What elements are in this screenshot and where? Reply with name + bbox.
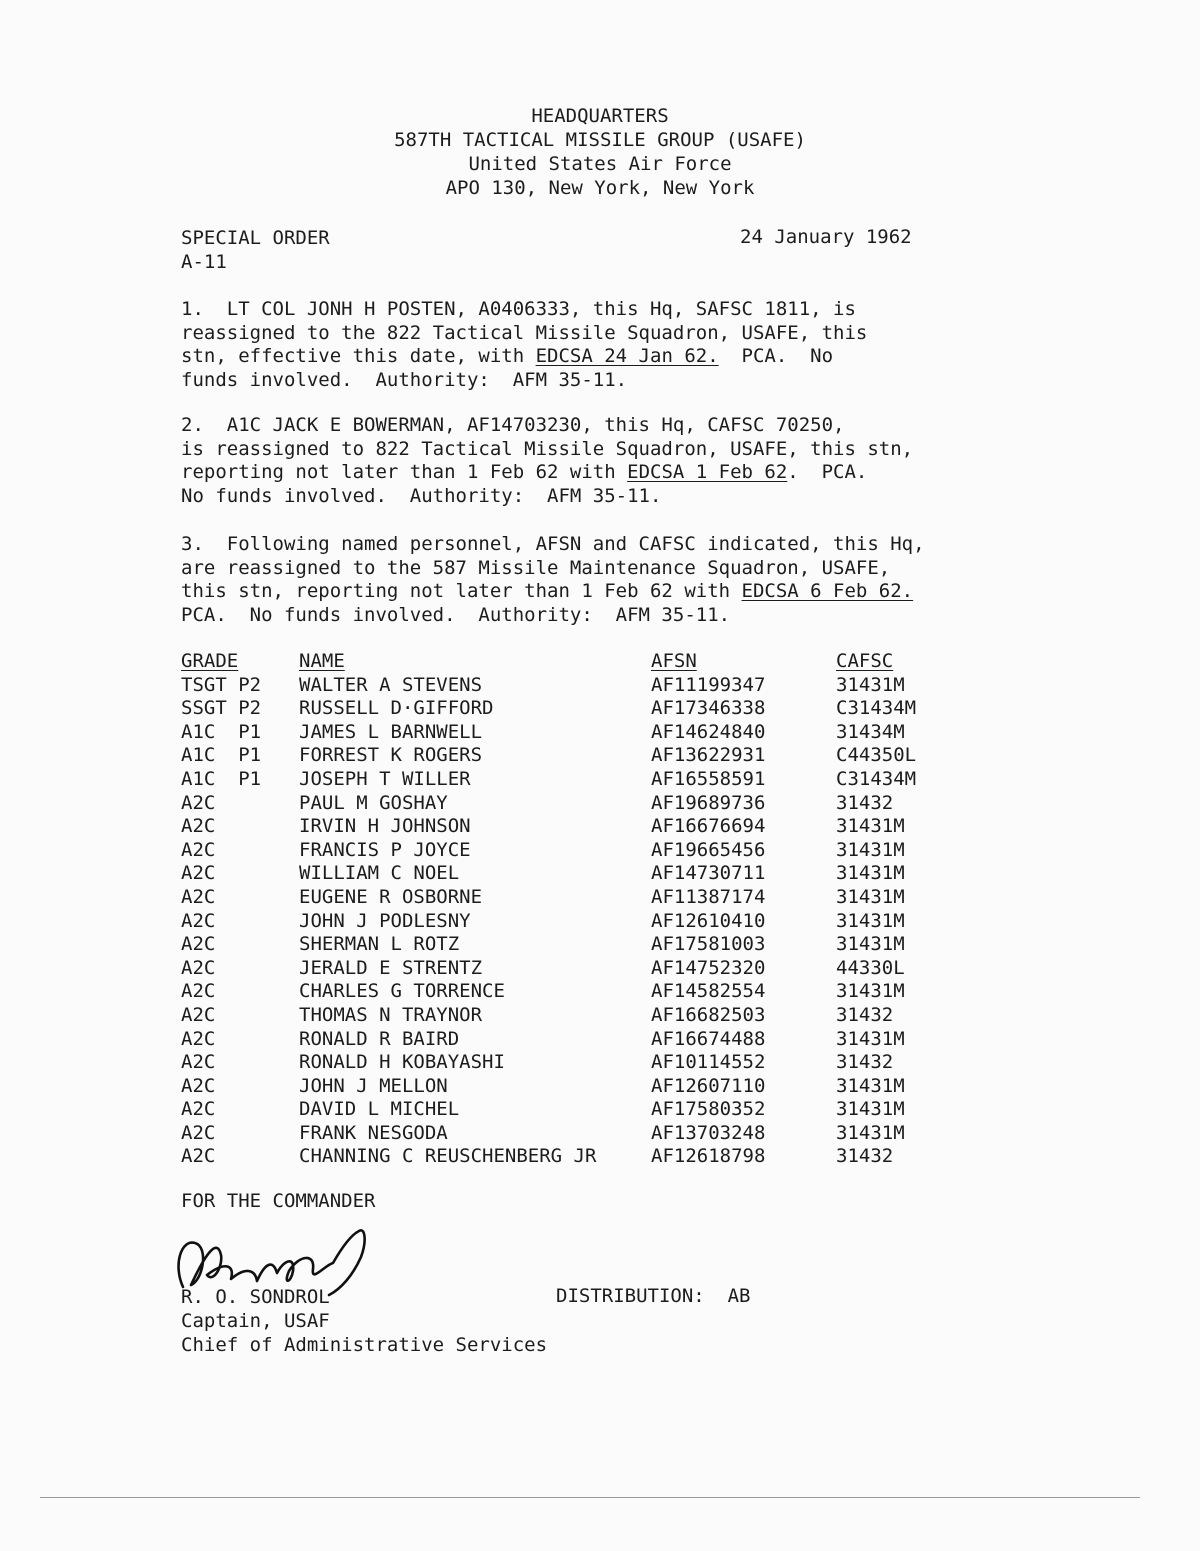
- cell-name: JAMES L BARNWELL: [299, 720, 483, 743]
- signer-title: Chief of Administrative Services: [181, 1334, 548, 1356]
- paragraph-line: [181, 580, 981, 604]
- letterhead-line-1: HEADQUARTERS: [531, 105, 669, 127]
- order-type: SPECIAL ORDER: [181, 227, 330, 249]
- paragraph-line: 2. A1C JACK E BOWERMAN, AF14703230, this Hq, CAFSC 70250,: [181, 414, 845, 436]
- cell-name: EUGENE R OSBORNE: [299, 885, 483, 908]
- cell-cafsc: 31431M: [836, 838, 905, 861]
- header-cafsc: CAFSC: [836, 650, 894, 672]
- cell-cafsc: 31432: [836, 1051, 894, 1074]
- cell-grade: A2C: [181, 1051, 216, 1074]
- paragraph-line: reassigned to the 822 Tactical Missile Squadron, USAFE, this: [181, 321, 868, 344]
- edcsa-underlined: EDCSA 24 Jan 62.: [535, 345, 719, 367]
- cell-afsn: AF17581003: [651, 933, 766, 956]
- cell-grade: A2C: [181, 1003, 216, 1026]
- cell-cafsc: 31431M: [836, 862, 905, 885]
- cell-afsn: AF14582554: [651, 980, 766, 1003]
- signature-block: [181, 1285, 547, 1357]
- cell-afsn: AF14730711: [651, 862, 766, 885]
- order-date: 24 January 1962: [740, 226, 912, 248]
- cell-name: RONALD R BAIRD: [299, 1027, 460, 1050]
- cell-afsn: AF13622931: [651, 744, 766, 767]
- cell-name: JOHN J MELLON: [299, 1074, 448, 1097]
- text-segment: PCA. No: [718, 345, 834, 367]
- cell-afsn: AF14752320: [651, 956, 766, 979]
- cell-grade: A2C: [181, 956, 216, 979]
- cell-grade: A2C: [181, 1098, 216, 1121]
- cell-cafsc: 31431M: [836, 885, 905, 908]
- text-segment: stn, effective this date, with: [181, 345, 536, 367]
- cell-grade: A2C: [181, 909, 216, 932]
- cell-grade: A2C: [181, 838, 216, 861]
- paragraph-2: [181, 414, 981, 508]
- cell-cafsc: 31431M: [836, 815, 905, 838]
- text-segment: . PCA.: [787, 461, 868, 483]
- cell-afsn: AF10114552: [651, 1051, 766, 1074]
- cell-grade: A2C: [181, 980, 216, 1003]
- cell-name: CHARLES G TORRENCE: [299, 980, 505, 1003]
- cell-afsn: AF12610410: [651, 909, 766, 932]
- paragraph-line: PCA. No funds involved. Authority: AFM 35-11.: [181, 603, 731, 626]
- cell-grade: A2C: [181, 1074, 216, 1097]
- cell-afsn: AF17580352: [651, 1098, 766, 1121]
- letterhead: [0, 104, 1200, 200]
- cell-grade: A1C P1: [181, 767, 262, 790]
- cell-name: PAUL M GOSHAY: [299, 791, 448, 814]
- cell-grade: SSGT P2: [181, 697, 262, 720]
- cell-cafsc: C31434M: [836, 697, 917, 720]
- cell-grade: A2C: [181, 791, 216, 814]
- cell-name: JOHN J PODLESNY: [299, 909, 471, 932]
- text-segment: this stn, reporting not later than 1 Feb 62 with: [181, 580, 742, 602]
- cell-cafsc: 31431M: [836, 1027, 905, 1050]
- cell-grade: A2C: [181, 1121, 216, 1144]
- order-number: A-11: [181, 251, 227, 273]
- cell-name: SHERMAN L ROTZ: [299, 933, 460, 956]
- cell-name: RONALD H KOBAYASHI: [299, 1051, 505, 1074]
- cell-cafsc: 31431M: [836, 673, 905, 696]
- text-segment: reporting not later than 1 Feb 62 with: [181, 461, 628, 483]
- cell-name: FORREST K ROGERS: [299, 744, 483, 767]
- cell-cafsc: 31432: [836, 1003, 894, 1026]
- cell-grade: A1C P1: [181, 744, 262, 767]
- cell-afsn: AF19689736: [651, 791, 766, 814]
- letterhead-line-4: APO 130, New York, New York: [445, 177, 755, 199]
- cell-name: THOMAS N TRAYNOR: [299, 1003, 483, 1026]
- paragraph-3: [181, 533, 981, 627]
- cell-name: JOSEPH T WILLER: [299, 767, 471, 790]
- cell-cafsc: 44330L: [836, 956, 905, 979]
- cell-cafsc: 31431M: [836, 980, 905, 1003]
- cell-afsn: AF12607110: [651, 1074, 766, 1097]
- signer-rank: Captain, USAF: [181, 1310, 330, 1332]
- cell-afsn: AF16682503: [651, 1003, 766, 1026]
- cell-afsn: AF12618798: [651, 1145, 766, 1168]
- cell-name: JERALD E STRENTZ: [299, 956, 483, 979]
- cell-name: WALTER A STEVENS: [299, 673, 483, 696]
- paragraph-line: are reassigned to the 587 Missile Maintenance Squadron, USAFE,: [181, 556, 891, 579]
- signer-name: R. O. SONDROL: [181, 1286, 330, 1308]
- cell-grade: A2C: [181, 1145, 216, 1168]
- distribution: DISTRIBUTION: AB: [556, 1285, 751, 1307]
- cell-afsn: AF11199347: [651, 673, 766, 696]
- cell-name: RUSSELL D·GIFFORD: [299, 697, 494, 720]
- cell-name: IRVIN H JOHNSON: [299, 815, 471, 838]
- header-afsn: AFSN: [651, 650, 697, 672]
- cell-name: DAVID L MICHEL: [299, 1098, 460, 1121]
- paragraph-line: [181, 461, 981, 485]
- header-grade: GRADE: [181, 650, 239, 672]
- paragraph-1: [181, 298, 981, 392]
- for-the-commander: FOR THE COMMANDER: [181, 1190, 376, 1212]
- cell-cafsc: 31431M: [836, 1121, 905, 1144]
- paragraph-line: No funds involved. Authority: AFM 35-11.: [181, 484, 662, 507]
- paragraph-line: 1. LT COL JONH H POSTEN, A0406333, this Hq, SAFSC 1811, is: [181, 298, 856, 320]
- cell-cafsc: 31431M: [836, 933, 905, 956]
- cell-afsn: AF16676694: [651, 815, 766, 838]
- cell-name: CHANNING C REUSCHENBERG JR: [299, 1145, 597, 1168]
- letterhead-line-2: 587TH TACTICAL MISSILE GROUP (USAFE): [394, 129, 806, 151]
- cell-grade: A2C: [181, 885, 216, 908]
- cell-afsn: AF13703248: [651, 1121, 766, 1144]
- cell-afsn: AF14624840: [651, 720, 766, 743]
- cell-cafsc: 31432: [836, 791, 894, 814]
- cell-cafsc: 31434M: [836, 720, 905, 743]
- cell-afsn: AF17346338: [651, 697, 766, 720]
- cell-name: FRANCIS P JOYCE: [299, 838, 471, 861]
- cell-grade: A2C: [181, 933, 216, 956]
- cell-afsn: AF16558591: [651, 767, 766, 790]
- paragraph-line: is reassigned to 822 Tactical Missile Squadron, USAFE, this stn,: [181, 437, 914, 460]
- cell-cafsc: 31431M: [836, 1074, 905, 1097]
- cell-cafsc: 31431M: [836, 1098, 905, 1121]
- cell-cafsc: C31434M: [836, 767, 917, 790]
- cell-grade: A2C: [181, 1027, 216, 1050]
- order-identifier: [181, 226, 330, 274]
- page-edge-line: [40, 1497, 1140, 1498]
- cell-grade: A2C: [181, 815, 216, 838]
- paragraph-line: 3. Following named personnel, AFSN and CAFSC indicated, this Hq,: [181, 533, 925, 555]
- letterhead-line-3: United States Air Force: [468, 153, 732, 175]
- cell-name: FRANK NESGODA: [299, 1121, 448, 1144]
- cell-name: WILLIAM C NOEL: [299, 862, 460, 885]
- edcsa-underlined: EDCSA 1 Feb 62: [627, 461, 788, 483]
- header-name: NAME: [299, 650, 345, 672]
- cell-grade: TSGT P2: [181, 673, 262, 696]
- cell-cafsc: 31431M: [836, 909, 905, 932]
- cell-afsn: AF16674488: [651, 1027, 766, 1050]
- paragraph-line: funds involved. Authority: AFM 35-11.: [181, 368, 628, 391]
- paragraph-line: [181, 345, 981, 369]
- cell-grade: A1C P1: [181, 720, 262, 743]
- cell-grade: A2C: [181, 862, 216, 885]
- cell-afsn: AF19665456: [651, 838, 766, 861]
- cell-cafsc: C44350L: [836, 744, 917, 767]
- cell-cafsc: 31432: [836, 1145, 894, 1168]
- edcsa-underlined: EDCSA 6 Feb 62.: [741, 580, 914, 602]
- cell-afsn: AF11387174: [651, 885, 766, 908]
